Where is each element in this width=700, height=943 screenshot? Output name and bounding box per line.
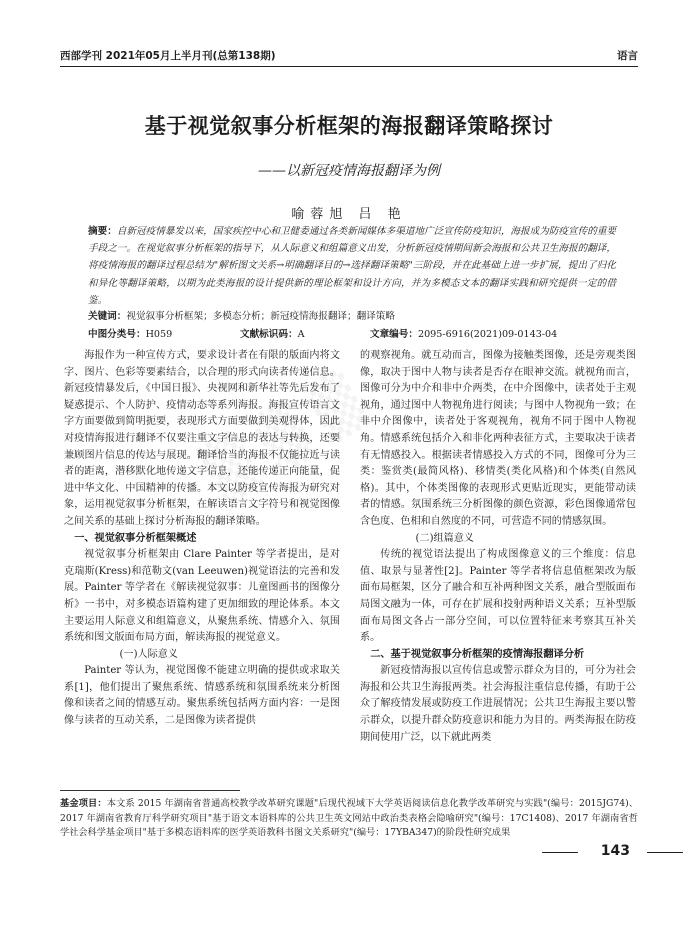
keywords-label: 关键词： <box>88 311 127 322</box>
footnote-label: 基金项目： <box>60 798 107 809</box>
footnote-rule <box>60 790 240 791</box>
subsection-heading: (一)人际意义 <box>119 648 178 660</box>
intro-paragraph: 海报作为一种宣传方式，要求设计者在有限的版面内将文字、图片、色彩等要素结合，以合理的形式向读者传递信息。新冠疫情暴发后，《中国日报》、央视网和新华社等先后发布了疑惑提示、个人防护、疫情动态等系列海报。海报宣传语言文字方面要做到简明扼要，表现形式方面要做到美观得体，因此对疫情海报进行翻译不仅要注重文字信息的表达与转换，还要兼顾图片信息的传达与展现。翻译恰当的海报不仅能拉近与读者的距离，潜移默化地传递文字信息，还能传递正向能量，促进中华文化、中国精神的传播。本文以防疫宣传海报为研究对象，运用视觉叙事分析框架，在解读语言文字符号和视觉图像之间关系的基础上探讨分析海报的翻译策略。 <box>64 350 340 527</box>
header-rule <box>60 66 638 67</box>
section-heading-1: 一、视觉叙事分析框架概述 <box>74 532 197 544</box>
abstract-label: 摘要： <box>88 226 117 237</box>
section-heading-2: 二、基于视觉叙事分析框架的疫情海报翻译分析 <box>370 648 585 660</box>
funding-footnote <box>60 797 638 841</box>
paragraph: 视觉叙事分析框架由 Clare Painter 等学者提出，是对克瑞斯(Kress)和范勒文(van Leeuwen)视觉语法的完善和发展。Painter 等学者在《解读视觉叙事：儿童图画书的图像分析》一书中，对多模态语篇构建了更加细致的理论体系。本文主要运用人际意义和组篇意义，从聚焦系统、情感介入、氛围系统和图文版面布局方面，解读海报的视觉意义。 <box>64 549 340 644</box>
article-number-label: 文章编号： <box>370 329 418 340</box>
running-header <box>60 48 638 66</box>
doc-code-value: A <box>297 329 305 340</box>
article-subtitle: ——以新冠疫情海报翻译为例 <box>258 163 440 179</box>
clc-label: 中图分类号： <box>88 329 146 340</box>
journal-info: 西部学刊 2021年05月上半月刊(总第138期) <box>60 50 276 62</box>
paragraph: 新冠疫情海报以宣传信息或警示群众为目的，可分为社会海报和公共卫生海报两类。社会海报注重信息传播，有助于公众了解疫情发展或防疫工作进展情况；公共卫生海报主要以警示群众，以提升群众防疫意识和能力为目的。两类海报在防疫期间使用广泛，以下就此两类 <box>360 665 636 743</box>
abstract <box>88 223 616 309</box>
page-number: 143 <box>600 843 630 859</box>
subsection-heading: (二)组篇意义 <box>415 532 474 544</box>
article-title: 基于视觉叙事分析框架的海报翻译策略探讨 <box>144 114 554 138</box>
paragraph: 的观察视角。就互动而言，图像为接触类图像，还是旁观类图像，取决于图中人物与读者是否存在眼神交流。就视角而言，图像可分为中介和非中介两类，在中介图像中，读者处于主观视角，通过图中人物视角进行阅读；与图中人物视角一致；在非中介图像中，读者处于客观视角，视角不同于图中人物视角。情感系统包括介入和非化两种表征方式，主要取决于读者有无情感投入。根据读者情感投入方式的不同，图像可分为三类：鉴赏类(最简风格)、移情类(类化风格)和个体类(自然风格)。其中，个体类图像的表现形式更贴近现实，更能带动读者的情感。氛围系统三分析图像的颜色资源，彩色图像通常包含色度、色相和自然度的不同，可营造不同的情感氛围。 <box>360 350 636 527</box>
footnote-text: 本文系 2015 年湖南省普通高校教学改革研究课题"后现代视域下大学英语阅读信息化教学改革研究与实践"(编号：2015JG74)、2017 年湖南省教育厅科学研究项目"基于语文本语料库的公共卫生英文网站中政治类表格会隐喻研究"(编号：17C1408)、2017 年湖南省哲学社会科学基金项目"基于多模态语料库的医学英语教科书图文关系研究"(编号：17YBA347)的阶段性研究成果 <box>60 798 639 839</box>
doc-code-label: 文献标识码： <box>240 329 298 340</box>
left-column <box>64 348 340 730</box>
clc-value: H059 <box>145 329 173 340</box>
right-column <box>360 348 636 746</box>
section-name: 语言 <box>617 50 638 62</box>
article-number-value: 2095-6916(2021)09-0143-04 <box>417 329 558 340</box>
keywords <box>88 308 616 322</box>
paragraph: Painter 等认为，视觉图像不能建立明确的提供或求取关系[1]，他们提出了聚焦系统、情感系统和氛围系统来分析图像和读者之间的情感互动。聚焦系统包括两方面内容：一是图像与读者的互动关系，二是图像为读者提供 <box>64 665 340 727</box>
authors: 喻蓉旭 吕 艳 <box>291 207 407 222</box>
keywords-text: 视觉叙事分析框架；多模态分析；新冠疫情海报翻译；翻译策略 <box>126 311 395 322</box>
paragraph: 传统的视觉语法提出了构成图像意义的三个维度：信息值、取景与显著性[2]。Painter 等学者将信息值框架改为版面布局框架，区分了融合和互补两种图文关系，融合型版面布局图文融为一体，可存在扩展和投射两种语义关系；互补型版面布局图文各占一部分空间，可以位置特征来考察其互补关系。 <box>360 549 636 644</box>
abstract-text: 自新冠疫情暴发以来，国家疾控中心和卫健委通过各类新闻媒体多渠道地广泛宣传防疫知识，海报成为防疫宣传的重要手段之一。在视觉叙事分析框架的指导下，从人际意义和组篇意义出发，分析新冠疫情期间新会海报和公共卫生海报的翻译，将疫情海报的翻译过程总结为"解析图文关系→明确翻译目的→选择翻译策略"三阶段，并在此基础上进一步扩展，提出了归化和异化等翻译策略，以期为此类海报的设计提供新的理论框架和设计方向，并为多模态文本的翻译实践和研究提供一定的借鉴。 <box>88 226 617 306</box>
